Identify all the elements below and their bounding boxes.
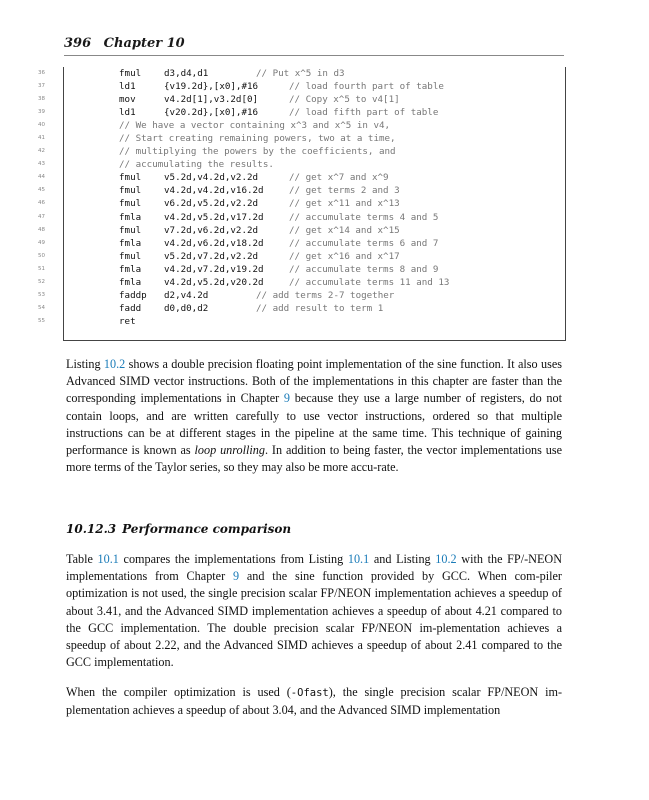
operands: v4.2d,v7.2d,v19.2d — [164, 263, 264, 275]
code-comment: // get terms 2 and 3 — [289, 185, 400, 197]
code-comment: // accumulate terms 11 and 13 — [289, 276, 450, 288]
operands: v4.2d,v4.2d,v16.2d — [164, 185, 264, 197]
line-number: 54 — [38, 304, 45, 311]
code-line — [119, 132, 559, 145]
line-number: 48 — [38, 226, 45, 233]
code-line — [119, 197, 559, 210]
instruction: fmul — [119, 250, 142, 262]
operands: {v20.2d},[x0],#16 — [164, 107, 259, 119]
text: Listing — [66, 357, 104, 371]
text: When the compiler optimization is used ( — [66, 685, 291, 699]
code-line — [119, 106, 559, 119]
chapter-title: Chapter 10 — [103, 36, 185, 51]
operands: {v19.2d},[x0],#16 — [164, 81, 259, 93]
code-line — [119, 250, 559, 263]
operands: v5.2d,v7.2d,v2.2d — [164, 250, 259, 262]
code-line — [119, 171, 559, 184]
code-line — [119, 145, 559, 158]
table-link[interactable]: 10.1 — [97, 552, 119, 566]
operands: d3,d4,d1 — [164, 68, 209, 79]
code-line — [119, 211, 559, 224]
line-number: 41 — [38, 135, 45, 142]
line-number: 39 — [38, 109, 45, 116]
code-line — [119, 119, 559, 132]
instruction: fmla — [119, 276, 142, 288]
text: because they use a large number of registers, do not contain loops, and are written carefully to use vector instructions, ordered so that multiple instructions can be at different stages in the pipeline at the same time. This technique of gaining performance is known as — [66, 391, 562, 458]
paragraph-sine-listing — [66, 356, 562, 476]
code-comment: // add terms 2-7 together — [256, 289, 395, 301]
code-comment: // Start creating remaining powers, two at a time, — [119, 133, 396, 145]
instruction: fmla — [119, 263, 142, 275]
code-line — [119, 237, 559, 250]
line-number: 55 — [38, 317, 45, 324]
instruction: fmul — [119, 198, 142, 210]
line-number: 49 — [38, 239, 45, 246]
code-line — [119, 289, 559, 302]
code-comment: // accumulate terms 4 and 5 — [289, 211, 439, 223]
instruction: fmul — [119, 68, 142, 79]
code-comment: // load fifth part of table — [289, 107, 439, 119]
code-comment: // accumulating the results. — [119, 159, 274, 171]
instruction: ld1 — [119, 81, 136, 93]
instruction: fmla — [119, 237, 142, 249]
instruction: fmul — [119, 172, 142, 184]
text: shows a double precision floating point implementation of the sine function. It also uses Advanced SIMD vector instructions. Both of the implementations in this chapter are faster than the corresponding implementations in Chapter — [66, 357, 562, 406]
code-line — [119, 315, 559, 328]
code-line — [119, 93, 559, 106]
line-number: 40 — [38, 122, 45, 129]
section-title: Performance comparison — [122, 522, 292, 536]
instruction: fmla — [119, 211, 142, 223]
code-line — [119, 263, 559, 276]
code-comment: // add result to term 1 — [256, 302, 384, 314]
code-line — [119, 158, 559, 171]
line-number: 53 — [38, 291, 45, 298]
code-line — [119, 302, 559, 315]
paragraph-performance — [66, 551, 562, 671]
section-number: 10.12.3 — [66, 522, 117, 536]
running-header — [64, 36, 564, 51]
line-number: 51 — [38, 265, 45, 272]
code-comment: // get x^14 and x^15 — [289, 224, 400, 236]
chapter-link[interactable]: 9 — [232, 569, 240, 584]
text: with the FP/-NEON implementations from Chapter — [66, 552, 562, 584]
paragraph-optimization — [66, 684, 562, 719]
operands: v4.2d[1],v3.2d[0] — [164, 94, 259, 106]
operands: v7.2d,v6.2d,v2.2d — [164, 224, 259, 236]
operands: v6.2d,v5.2d,v2.2d — [164, 198, 259, 210]
line-number: 50 — [38, 252, 45, 259]
code-comment: // accumulate terms 6 and 7 — [289, 237, 439, 249]
code-line — [119, 224, 559, 237]
emphasis-term: loop unrolling — [194, 443, 265, 458]
code-comment: // get x^11 and x^13 — [289, 198, 400, 210]
line-number: 45 — [38, 187, 45, 194]
instruction: mov — [119, 94, 136, 106]
code-comment: // get x^16 and x^17 — [289, 250, 400, 262]
instruction: fadd — [119, 302, 142, 314]
text: and the sine function provided by GCC. When com-piler optimization is not used, the single precision scalar FP/NEON implementation achieves a speedup of about 3.41, and the Advanced SIMD implementation achieves a speedup of about 4.21 compared to the GCC implementation. The double precision scalar FP/NEON im-plementation achieves a speedup of about 2.22, and the Advanced SIMD achieves a speedup of about 2.41 compared to the GCC implementation. — [66, 569, 562, 670]
code-comment: // We have a vector containing x^3 and x^5 in v4, — [119, 120, 391, 132]
instruction: ld1 — [119, 107, 136, 119]
operands: v4.2d,v6.2d,v18.2d — [164, 237, 264, 249]
text: Table — [66, 552, 98, 566]
line-number: 38 — [38, 96, 45, 103]
line-number: 42 — [38, 148, 45, 155]
code-line — [119, 184, 559, 197]
text: ), the single precision scalar FP/NEON im-plementation achieves a speedup of about 3.04, and the Advanced SIMD implementation — [66, 685, 562, 718]
code-line — [119, 80, 559, 93]
compiler-flag: -Ofast — [290, 687, 329, 699]
code-listing — [119, 67, 559, 328]
code-line — [119, 276, 559, 289]
code-comment: // Copy x^5 to v4[1] — [289, 94, 400, 106]
instruction: fmul — [119, 224, 142, 236]
listing-link[interactable]: 10.2 — [103, 357, 126, 371]
listing-link[interactable]: 10.2 — [435, 552, 457, 566]
chapter-link[interactable]: 9 — [283, 391, 290, 406]
code-comment: // Put x^5 in d3 — [256, 68, 345, 79]
line-number: 46 — [38, 200, 45, 207]
line-number: 44 — [38, 174, 45, 181]
instruction: faddp — [119, 289, 147, 301]
operands: v5.2d,v4.2d,v2.2d — [164, 172, 259, 184]
line-number: 36 — [38, 70, 45, 76]
code-comment: // multiplying the powers by the coefficients, and — [119, 146, 396, 158]
text: compares the implementations from Listing — [118, 552, 348, 566]
text: and Listing — [369, 552, 436, 566]
instruction: ret — [119, 315, 136, 327]
header-rule — [64, 55, 564, 56]
line-number: 37 — [38, 83, 45, 90]
code-line — [119, 67, 559, 80]
code-comment: // accumulate terms 8 and 9 — [289, 263, 439, 275]
instruction: fmul — [119, 185, 142, 197]
page-number: 396 — [64, 36, 92, 51]
text: . In addition to being faster, the vector implementations use more terms of the Taylor series, so they may also be more accu-rate. — [66, 443, 562, 475]
section-heading — [66, 522, 291, 536]
operands: v4.2d,v5.2d,v20.2d — [164, 276, 264, 288]
operands: d2,v4.2d — [164, 289, 209, 301]
line-number: 52 — [38, 278, 45, 285]
line-number: 43 — [38, 161, 45, 168]
operands: v4.2d,v5.2d,v17.2d — [164, 211, 264, 223]
code-comment: // load fourth part of table — [289, 81, 444, 93]
operands: d0,d0,d2 — [164, 302, 209, 314]
code-comment: // get x^7 and x^9 — [289, 172, 389, 184]
line-number: 47 — [38, 213, 45, 220]
line-number-column — [38, 67, 56, 328]
listing-link[interactable]: 10.1 — [347, 552, 370, 566]
